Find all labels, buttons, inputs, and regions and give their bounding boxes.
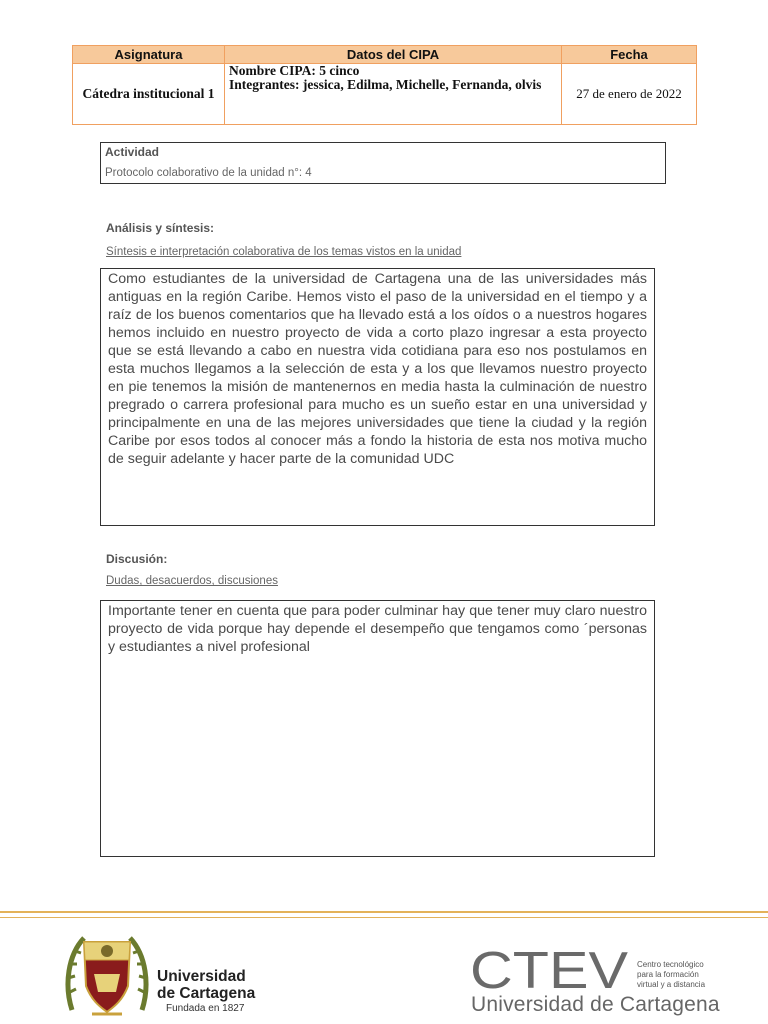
ctev-logo: [470, 944, 630, 996]
analysis-text-box: Como estudiantes de la universidad de Cartagena una de las universidades más antiguas en la región Caribe. Hemos visto el paso de la universidad en el tiempo y a raíz de los buenos comentarios que ha llevado está a los oídos o a nuestros hogares hemos incluido en nuestro proyecto de vida a corto plazo ingresar a esta proyecto que se está llevando a cabo en nuestra vida cotidiana para eso nos postulamos en esta muchos llegamos a la selección de esta y a los que llevamos nuestro proyecto en pie tenemos la misión de mantenernos en media hasta la culminación de nuestro pregrado o carrera profesional para mucho es un sueño estar en una universidad y principalmente en una de las mejores universidades que tiene la ciudad y la región Caribe por esos todos al conocer más a fondo la historia de esta nos motiva mucho de seguir adelante y hacer parte de la comunidad UDC: [100, 268, 655, 526]
discussion-title: Discusión:: [106, 552, 168, 566]
analysis-subtitle: Síntesis e interpretación colaborativa de los temas vistos en la unidad: [106, 246, 462, 258]
university-founded: Fundada en 1827: [166, 1003, 245, 1014]
footer-rule-thin: [0, 917, 768, 918]
ctev-desc-line1: Centro tecnológico: [637, 960, 704, 969]
header-date: Fecha: [562, 46, 697, 64]
header-subject: Asignatura: [73, 46, 225, 64]
ctev-description: [637, 960, 705, 990]
header-table: [72, 45, 697, 125]
university-shield-logo: [62, 930, 152, 1020]
discussion-subtitle: Dudas, desacuerdos, discusiones: [106, 575, 278, 587]
analysis-title: Análisis y síntesis:: [106, 221, 215, 235]
footer-rule: [0, 911, 768, 913]
university-name: [157, 968, 255, 1002]
ctev-desc-line2: para la formación: [637, 970, 699, 979]
activity-description: Protocolo colaborativo de la unidad n°: 4: [105, 167, 312, 179]
subject-value: Cátedra institucional 1: [73, 64, 225, 125]
cipa-data: [225, 64, 562, 125]
activity-box: [100, 142, 666, 184]
cipa-name: Nombre CIPA: 5 cinco: [229, 63, 360, 78]
header-cipa: Datos del CIPA: [225, 46, 562, 64]
discussion-text-box: Importante tener en cuenta que para poder culminar hay que tener muy claro nuestro proyecto de vida porque hay depende el desempeño que tengamos como ´personas y estudiantes a nivel profesional: [100, 600, 655, 857]
ctev-university-name: Universidad de Cartagena: [471, 993, 720, 1016]
cipa-members: Integrantes: jessica, Edilma, Michelle, Fernanda, olvis: [229, 77, 542, 92]
date-value: 27 de enero de 2022: [562, 64, 697, 125]
university-name-line2: de Cartagena: [157, 985, 256, 1002]
activity-label: Actividad: [105, 145, 160, 159]
ctev-desc-line3: virtual y a distancia: [637, 980, 706, 989]
ctev-logo-text: CTEV: [470, 944, 629, 996]
university-name-line1: Universidad: [157, 968, 246, 985]
